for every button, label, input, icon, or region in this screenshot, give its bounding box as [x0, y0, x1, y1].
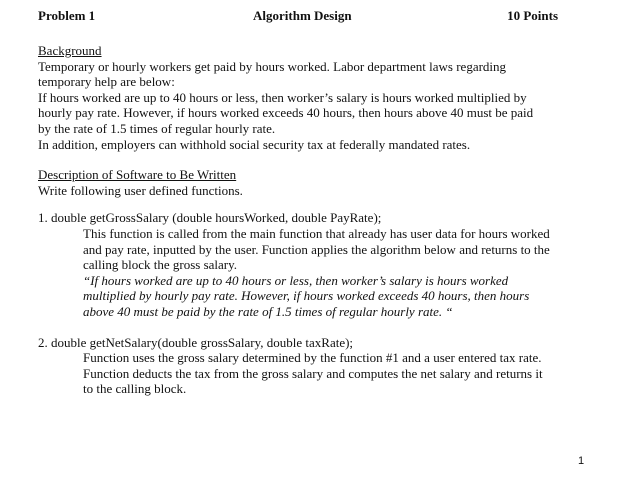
problem-topic: Algorithm Design: [253, 8, 352, 23]
spacer: [38, 198, 598, 210]
function1-line: and pay rate, inputted by the user. Function applies the algorithm below and returns to the: [83, 241, 550, 257]
document-body: [38, 43, 598, 397]
spacer: [38, 320, 598, 335]
function1-section: [38, 210, 598, 319]
function1-line: This function is called from the main function that already has user data for hours worked: [83, 225, 550, 241]
function1-quote-line: multiplied by hourly pay rate. However, if hours worked exceeds 40 hours, then hours: [83, 288, 530, 304]
background-section: [38, 43, 598, 152]
function1-quote-line: above 40 must be paid by the rate of 1.5 times of regular hourly rate. “: [83, 303, 453, 319]
page-number: 1: [578, 455, 585, 467]
problem-points: 10 Points: [507, 8, 558, 23]
background-line: If hours worked are up to 40 hours or less, then worker’s salary is hours worked multiplied by: [38, 89, 527, 105]
function2-description: [38, 350, 598, 397]
background-line: by the rate of 1.5 times of regular hourly rate.: [38, 120, 276, 136]
page-header: [38, 8, 558, 26]
function1-description: [38, 226, 598, 320]
background-line: Temporary or hourly workers get paid by hours worked. Labor department laws regarding: [38, 58, 507, 74]
background-line: temporary help are below:: [38, 74, 175, 90]
function2-section: [38, 335, 598, 397]
function2-line: Function uses the gross salary determined by the function #1 and a user entered tax rate.: [83, 350, 542, 366]
problem-label: Problem 1: [38, 8, 96, 23]
background-title: Background: [38, 43, 102, 58]
function1-line: calling block the gross salary.: [83, 257, 238, 273]
description-title: Description of Software to Be Written: [38, 167, 237, 183]
description-line: Write following user defined functions.: [38, 182, 243, 198]
background-line: hourly pay rate. However, if hours worked exceeds 40 hours, then hours above 40 must be paid: [38, 105, 534, 121]
function1-signature: 1. double getGrossSalary (double hoursWorked, double PayRate);: [38, 210, 382, 226]
function2-line: to the calling block.: [83, 381, 187, 397]
function2-signature: 2. double getNetSalary(double grossSalary, double taxRate);: [38, 334, 354, 350]
function2-line: Function deducts the tax from the gross salary and computes the net salary and returns it: [83, 365, 543, 381]
description-section: [38, 167, 598, 198]
function1-quote-line: “If hours worked are up to 40 hours or less, then worker’s salary is hours worked: [83, 272, 509, 288]
background-line: In addition, employers can withhold social security tax at federally mandated rates.: [38, 136, 471, 152]
spacer: [38, 152, 598, 167]
